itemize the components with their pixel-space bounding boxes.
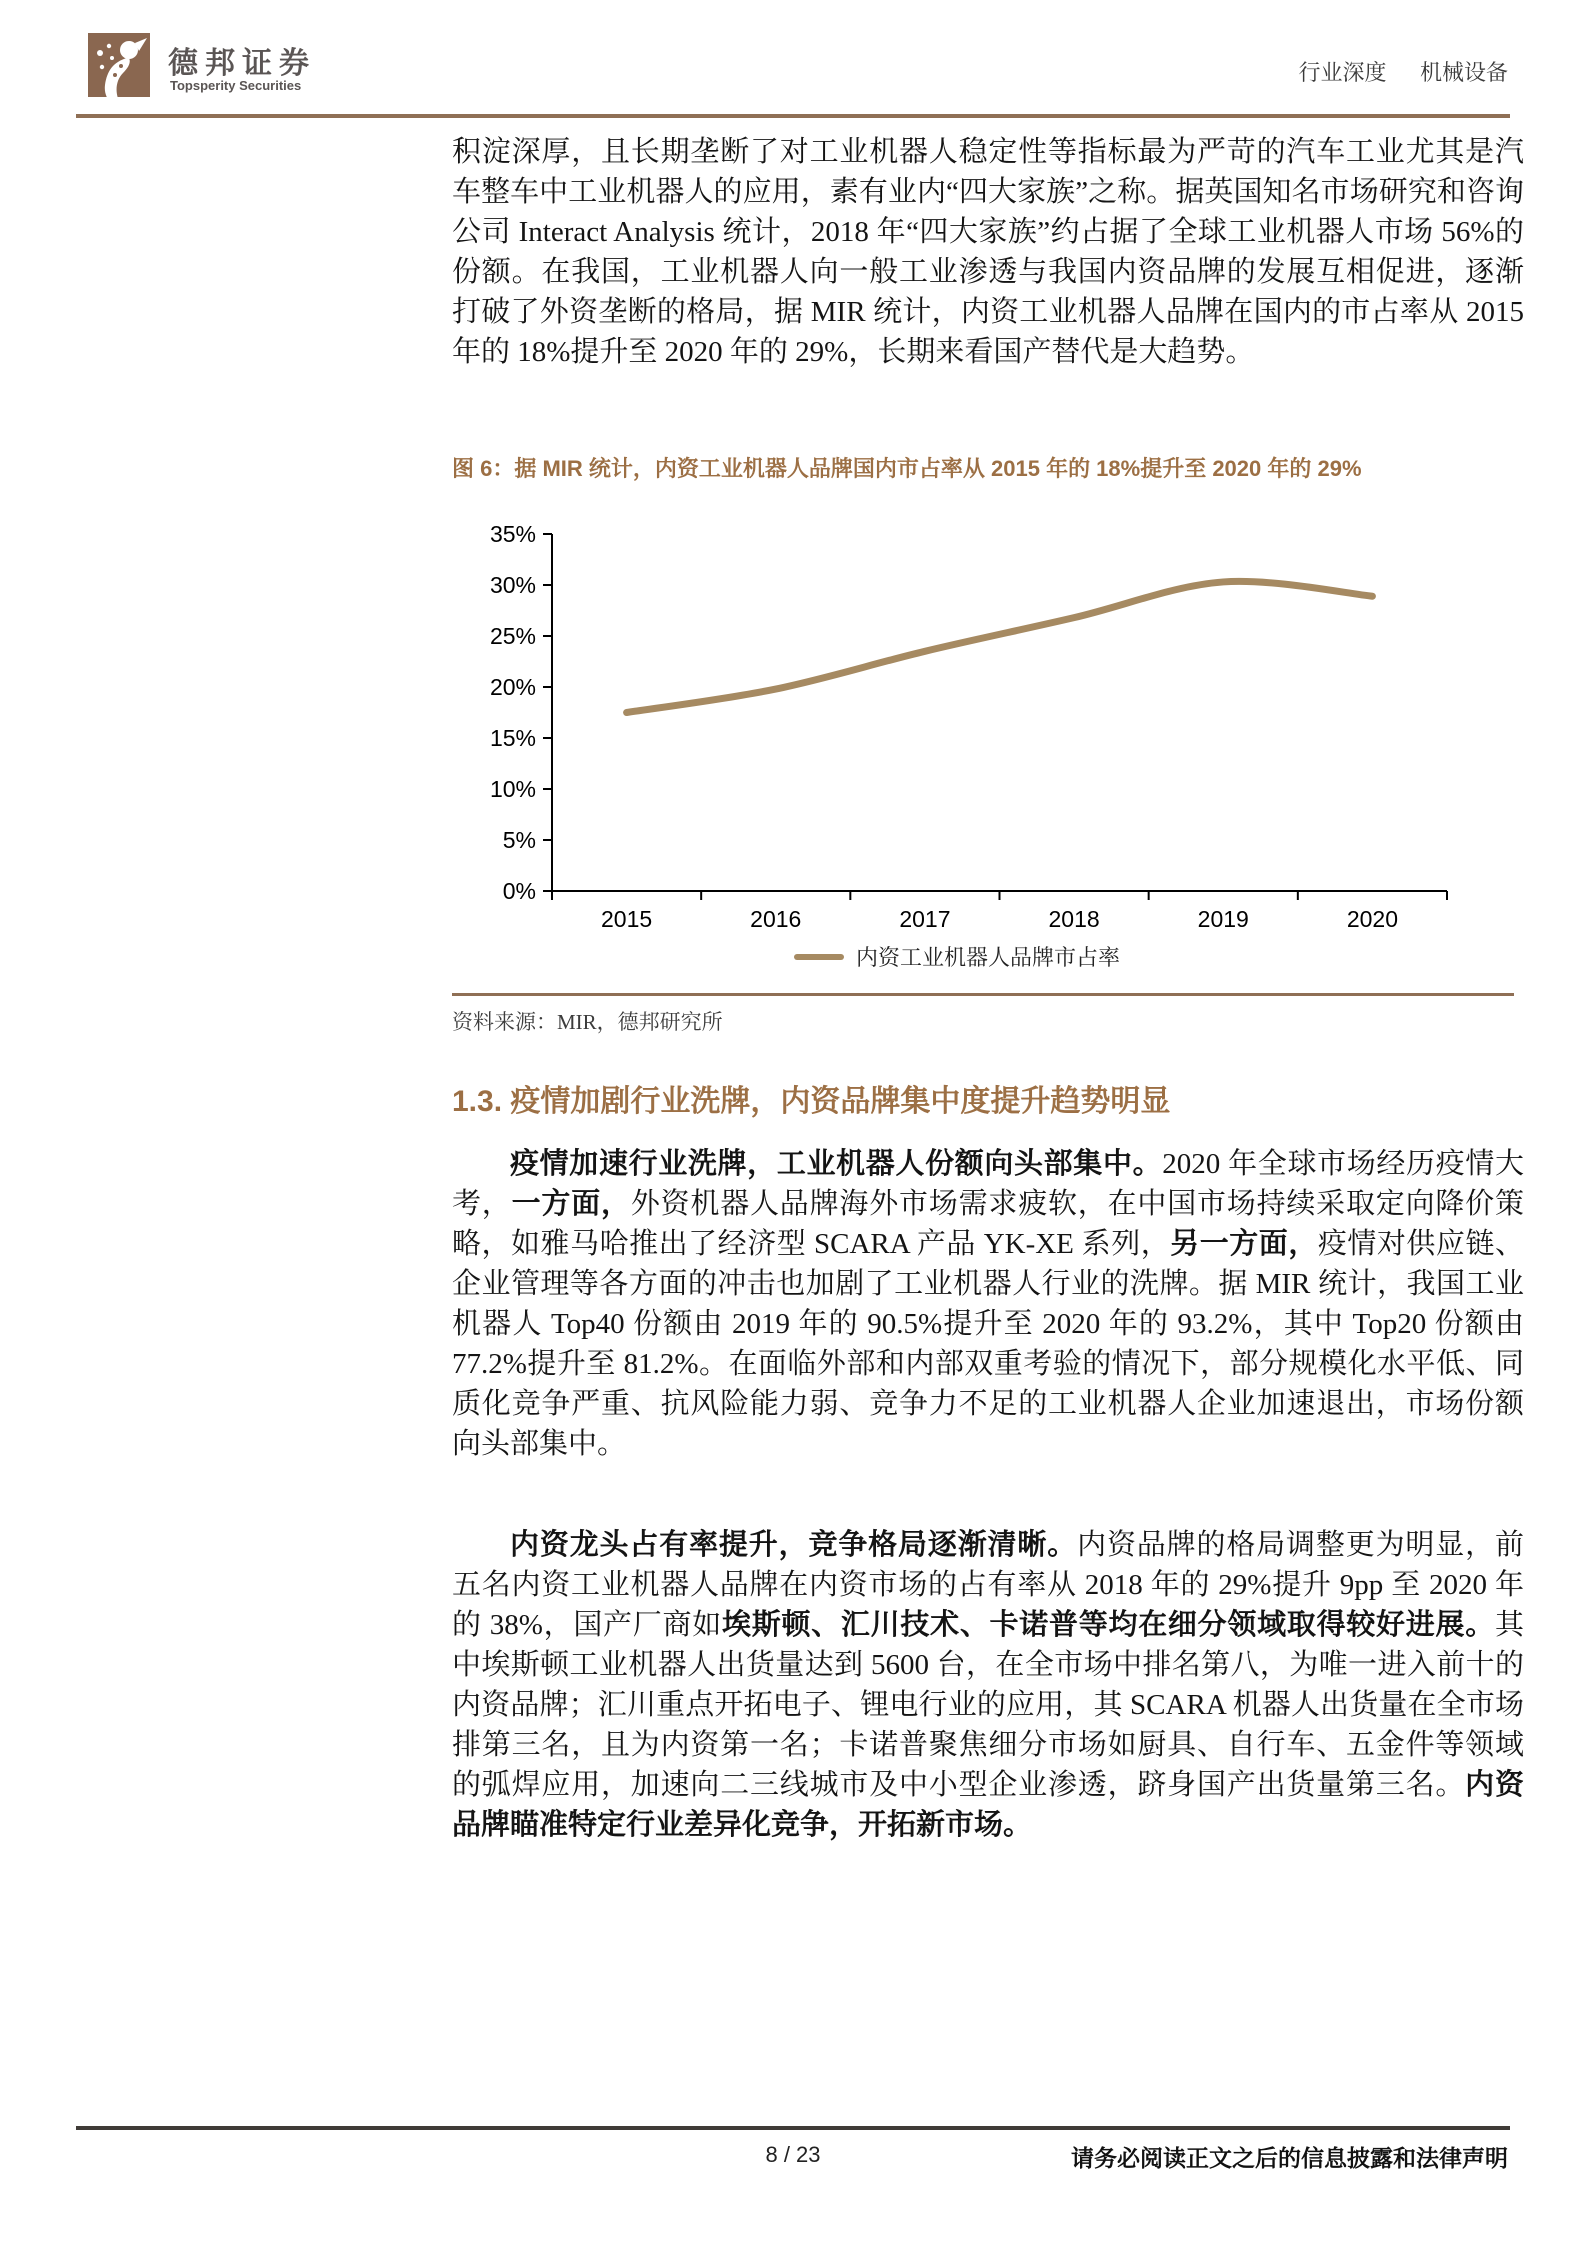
header-divider [76, 114, 1510, 118]
doc-type-label: 行业深度 [1298, 60, 1387, 85]
header-meta [1270, 56, 1508, 87]
legend-label: 内资工业机器人品牌市占率 [855, 945, 1120, 970]
market-share-chart-svg [452, 498, 1462, 928]
footer-disclaimer: 请务必阅读正文之后的信息披露和法律声明 [1071, 2146, 1508, 2171]
svg-text:5%: 5% [502, 827, 536, 853]
svg-text:2020: 2020 [1346, 906, 1399, 928]
svg-text:15%: 15% [489, 725, 536, 751]
footer-divider [76, 2126, 1510, 2130]
section-1-3-heading: 1.3. 疫情加剧行业洗牌，内资品牌集中度提升趋势明显 [452, 1085, 1171, 1118]
svg-text:10%: 10% [489, 776, 536, 802]
figure-source-note: 资料来源：MIR，德邦研究所 [452, 1010, 723, 1034]
svg-text:30%: 30% [489, 572, 536, 598]
svg-text:2017: 2017 [899, 906, 951, 928]
svg-text:20%: 20% [489, 674, 536, 700]
paragraph-2: 疫情加速行业洗牌，工业机器人份额向头部集中。2020 年全球市场经历疫情大考，一方面，外资机器人品牌海外市场需求疲软，在中国市场持续采取定向降价策略，如雅马哈推出了经济型 SCARA 产品 YK-XE 系列，另一方面，疫情对供应链、企业管理等各方面的冲击也加剧了工业机器人行业的洗牌。据 MIR 统计，我国工业机器人 Top40 份额由 2019 年的 90.5%提升至 2020 年的 93.2%，其中 Top20 份额由 77.2%提升至 81.2%。在面临外部和内部双重考验的情况下，部分规模化水平低、同质化竞争严重、抗风险能力弱、竞争力不足的工业机器人企业加速退出，市场份额向头部集中。 [452, 1148, 1524, 1460]
svg-text:2019: 2019 [1197, 906, 1249, 928]
figure-6-caption: 图 6：据 MIR 统计，内资工业机器人品牌国内市占率从 2015 年的 18%提升至 2020 年的 29% [452, 456, 1362, 481]
brand-name-en: Topsperity Securities [170, 78, 302, 93]
svg-text:35%: 35% [489, 521, 536, 547]
legend-line-swatch [794, 954, 844, 960]
figure-bottom-divider [452, 993, 1514, 996]
page-number: 8 / 23 [765, 2142, 821, 2167]
chart-legend [452, 941, 1462, 972]
industry-label: 机械设备 [1419, 60, 1508, 85]
figure-6-line-chart [452, 498, 1462, 928]
topsperity-logo [88, 33, 150, 99]
svg-text:2015: 2015 [600, 906, 653, 928]
svg-text:2016: 2016 [750, 906, 802, 928]
brand-name-cn: 德邦证券 [168, 47, 316, 80]
paragraph-3: 内资龙头占有率提升，竞争格局逐渐清晰。内资品牌的格局调整更为明显，前五名内资工业机器人品牌在内资市场的占有率从 2018 年的 29%提升 9pp 至 2020 年的 38%，国产厂商如埃斯顿、汇川技术、卡诺普等均在细分领域取得较好进展。其中埃斯顿工业机器人出货量达到 5600 台，在全市场中排名第八，为唯一进入前十的内资品牌；汇川重点开拓电子、锂电行业的应用，其 SCARA 机器人出货量在全市场排第三名，且为内资第一名；卡诺普聚焦细分市场如厨具、自行车、五金件等领域的弧焊应用，加速向二三线城市及中小型企业渗透，跻身国产出货量第三名。内资品牌瞄准特定行业差异化竞争，开拓新市场。 [452, 1529, 1524, 1841]
paragraph-1: 积淀深厚，且长期垄断了对工业机器人稳定性等指标最为严苛的汽车工业尤其是汽车整车中工业机器人的应用，素有业内“四大家族”之称。据英国知名市场研究和咨询公司 Interact Analysis 统计，2018 年“四大家族”约占据了全球工业机器人市场 56%的份额。在我国，工业机器人向一般工业渗透与我国内资品牌的发展互相促进，逐渐打破了外资垄断的格局，据 MIR 统计，内资工业机器人品牌在国内的市占率从 2015 年的 18%提升至 2020 年的 29%，长期来看国产替代是大趋势。 [452, 136, 1524, 368]
leopard-logo-icon [88, 33, 150, 103]
svg-text:25%: 25% [489, 623, 536, 649]
svg-text:0%: 0% [502, 878, 536, 904]
svg-text:2018: 2018 [1048, 906, 1100, 928]
